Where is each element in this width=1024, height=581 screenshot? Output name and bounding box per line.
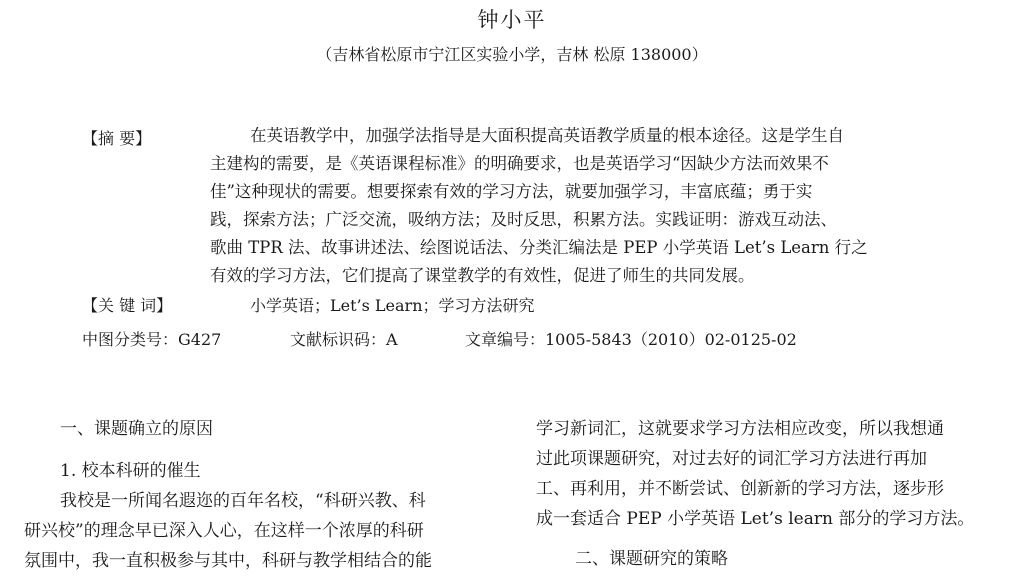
author-affiliation: （吉林省松原市宁江区实验小学，吉林 松原 138000） [316,45,708,64]
paragraph-line: 研兴校”的理念早已深入人心，在这样一个浓厚的科研 [24,521,424,541]
paragraph-line: 氛围中，我一直积极参与其中，科研与教学相结合的能 [24,551,432,571]
abstract-line: 在英语教学中，加强学法指导是大面积提高英语教学质量的根本途径。这是学生自 [250,126,844,145]
abstract-body [210,122,950,290]
keywords-label: 【关 键 词】 [82,296,173,315]
paragraph-line: 成一套适合 PEP 小学英语 Let’s learn 部分的学习方法。 [536,509,975,529]
abstract-line: 佳”这种现状的需要。想要探索有效的学习方法，就要加强学习，丰富底蕴；勇于实 [210,182,813,201]
keywords-value: 小学英语；Let’s Learn；学习方法研究 [250,296,535,315]
clc-number: 中图分类号：G427 [82,330,222,349]
paragraph-line: 学习新词汇，这就要求学习方法相应改变，所以我想通 [536,419,944,439]
section-heading: 二、课题研究的策略 [575,549,728,569]
author-name: 钟小平 [477,8,547,32]
abstract-line: 践，探索方法；广泛交流，吸纳方法；及时反思，积累方法。实践证明：游戏互动法、 [210,210,837,229]
subsection-heading: 1. 校本科研的催生 [60,461,201,481]
paragraph-line: 我校是一所闻名遐迩的百年名校，“科研兴教、科 [60,491,426,511]
paragraph-line: 工、再利用，并不断尝试、创新新的学习方法，逐步形 [536,479,944,499]
section-heading: 一、课题确立的原因 [60,419,213,439]
abstract-line: 主建构的需要，是《英语课程标准》的明确要求，也是英语学习“因缺少方法而效果不 [210,154,829,173]
document-code: 文献标识码：A [290,330,398,349]
abstract-line: 有效的学习方法，它们提高了课堂教学的有效性，促进了师生的共同发展。 [210,266,755,285]
abstract-line: 歌曲 TPR 法、故事讲述法、绘图说话法、分类汇编法是 PEP 小学英语 Let’s Learn 行之 [210,238,868,257]
abstract-label: 【摘 要】 [82,129,152,148]
paragraph-line: 过此项课题研究，对过去好的词汇学习方法进行再加 [536,449,927,469]
article-number: 文章编号：1005-5843（2010）02-0125-02 [465,330,797,349]
